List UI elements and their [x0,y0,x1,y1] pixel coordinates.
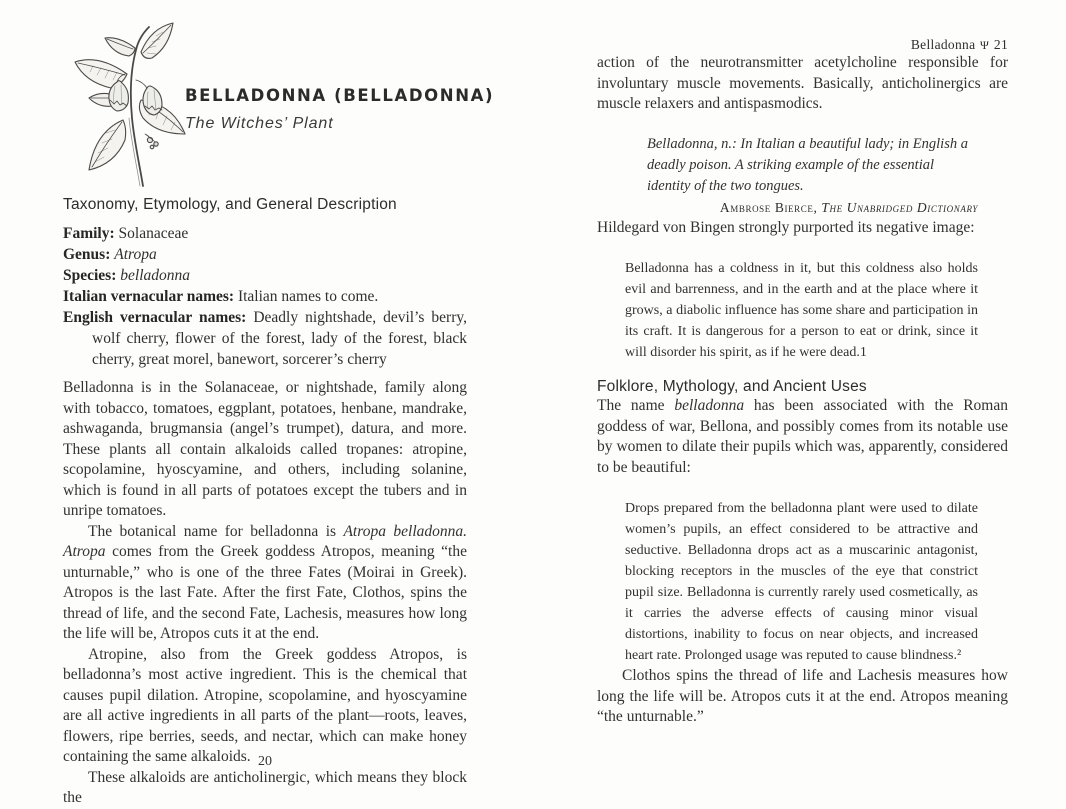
taxonomy-value: Solanaceae [118,225,189,242]
section-heading-taxonomy: Taxonomy, Etymology, and General Description [63,196,397,213]
page-right [597,0,1008,800]
hildegard-block-quote: Belladonna has a coldness in it, but this coldness also holds evil and barrenness, and in the earth and at the place where it grows, a diabolic influence has some share and participation in its craft. It is dangerous for a person to eat or drink, since it will disorder his spirit, as if he were dead.1 [625,261,978,360]
paragraph-continuation: action of the neurotransmitter acetylcholine responsible for involuntary muscle movements. Basically, anticholinergics are muscle relaxers and antispasmodics. [597,54,1008,112]
text-segment: comes from the Greek goddess Atropos, meaning “the unturnable,” who is one of the three Fates (Moirai in Greek). Atropos is the last Fate. After the first Fate, Clothos, spins the thread of life, and the second Fate, Lachesis, measures how long the life will be, Atropos cuts it at the end. [63,543,467,642]
epigraph-attribution [647,197,978,218]
text-segment: The botanical name for belladonna is [88,522,344,540]
attribution-work-title: The Unabridged Dictionary [821,199,978,215]
text-segment-italic: belladonna [674,397,745,414]
taxonomy-label: Genus: [63,246,111,263]
taxonomy-item-english-names [63,307,467,370]
taxonomy-value: Italian names to come. [237,288,379,305]
text-segment: The name [597,397,675,414]
taxonomy-item-italian-names [63,286,467,307]
taxonomy-value: Atropa [114,246,157,263]
paragraph-atropine: Atropine, also from the Greek goddess Atropos, is belladonna’s most active ingredient. This is the chemical that causes pupil dilation. Atropine, scopolamine, and hyoscyamine are all active ingredients in all parts of the plant—roots, leaves, flowers, ripe berries, seeds, and nectar, which can make honey containing the same alkaloids. [63,645,467,765]
taxonomy-list [63,223,467,370]
attribution-author: Ambrose Bierce, [719,199,822,215]
paragraph-anticholinergic: These alkaloids are anticholinergic, which means they block the [63,768,467,806]
taxonomy-value: belladonna [120,267,191,284]
taxonomy-item-family [63,223,467,244]
taxonomy-label: Family: [63,225,115,242]
taxonomy-value: Deadly nightshade, devil’s berry, wolf cherry, flower of the forest, lady of the forest, black cherry, great morel, banewort, sorcerer’s cherry [92,309,467,368]
chapter-subtitle: The Witches’ Plant [185,115,334,132]
taxonomy-label: Species: [63,267,117,284]
section-heading-folklore: Folklore, Mythology, and Ancient Uses [597,378,867,395]
text-segment: has been associated with the Roman goddess of war, Bellona, and possibly comes from its notable use by women to dilate their pupils which was, apparently, considered to be beautiful: [597,397,1008,476]
page-left [63,0,495,806]
page-number-right: 21 [993,37,1008,52]
paragraph-bellona [597,396,1008,478]
epigraph-bierce-quote: Belladonna, n.: In Italian a beautiful lady; in English a deadly poison. A striking example of the essential identity of the two tongues. [647,135,968,194]
text-segment-italic: Atropa belladonna. Atropa [63,522,467,560]
chapter-header [63,0,495,196]
sprout-glyph-icon: Ψ [980,38,990,52]
taxonomy-label: English vernacular names: [63,309,247,326]
taxonomy-label: Italian vernacular names: [63,288,235,305]
paragraph-clothos: Clothos spins the thread of life and Lachesis measures how long the life will be. Atropos cuts it at the end. Atropos meaning “the unturnable.” [597,667,1008,725]
belladonna-plant-illustration-icon [55,20,189,190]
paragraph-solanaceae: Belladonna is in the Solanaceae, or nightshade, family along with tobacco, tomatoes, eggplant, potatoes, henbane, mandrake, ashwaganda, brugmansia (angel’s trumpet), datura, and more. These plants all contain alkaloids called tropanes: atropine, scopolamine, hyoscyamine, and others, including solanine, which is found in all parts of potatoes except the tubers and in unripe tomatoes. [63,379,467,519]
paragraph-hildegard-intro: Hildegard von Bingen strongly purported its negative image: [597,218,975,236]
chapter-title: BELLADONNA (BELLADONNA) [185,86,495,105]
taxonomy-item-genus [63,244,467,265]
chapter-title-block [185,86,494,133]
drops-block-quote: Drops prepared from the belladonna plant were used to dilate women’s pupils, an effect considered to be attractive and seductive. Belladonna drops act as a muscarinic antagonist, blocking receptors in the muscles of the eye that constrict pupil size. Belladonna is currently rarely used cosmetically, as it carries the adverse effects of causing minor visual distortions, inability to focus on near objects, and increased heart rate. Prolonged usage was reputed to cause blindness.² [625,501,978,663]
paragraph-botanical-name [63,522,467,645]
running-header [597,0,1008,53]
page-number-left: 20 [258,754,272,769]
taxonomy-item-species [63,265,467,286]
running-header-chapter: Belladonna [910,37,976,52]
